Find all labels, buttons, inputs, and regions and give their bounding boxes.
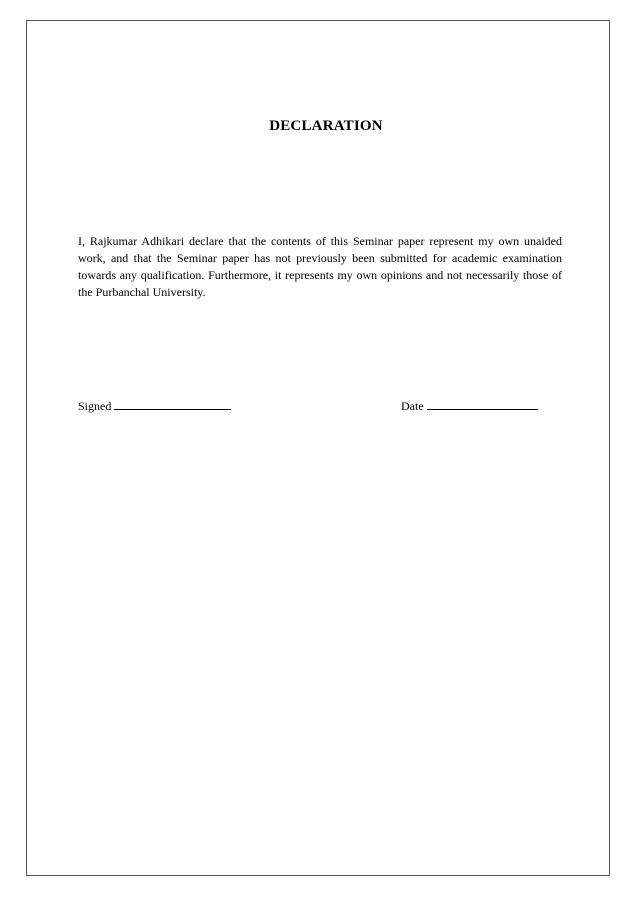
page-title: DECLARATION bbox=[269, 118, 383, 134]
signature-line bbox=[114, 398, 231, 410]
declaration-paragraph: I, Rajkumar Adhikari declare that the contents of this Seminar paper represent my own unaided work, and that the Seminar paper has not previously been submitted for academic examination towards any qualification. Furthermore, it represents my own opinions and not necessarily those of the Purbanchal University. bbox=[78, 234, 562, 299]
signature-field bbox=[78, 398, 231, 415]
page-border bbox=[26, 20, 610, 876]
date-field bbox=[401, 398, 538, 415]
signed-label: Signed bbox=[78, 399, 112, 413]
date-line bbox=[427, 398, 538, 410]
date-label: Date bbox=[401, 399, 424, 413]
